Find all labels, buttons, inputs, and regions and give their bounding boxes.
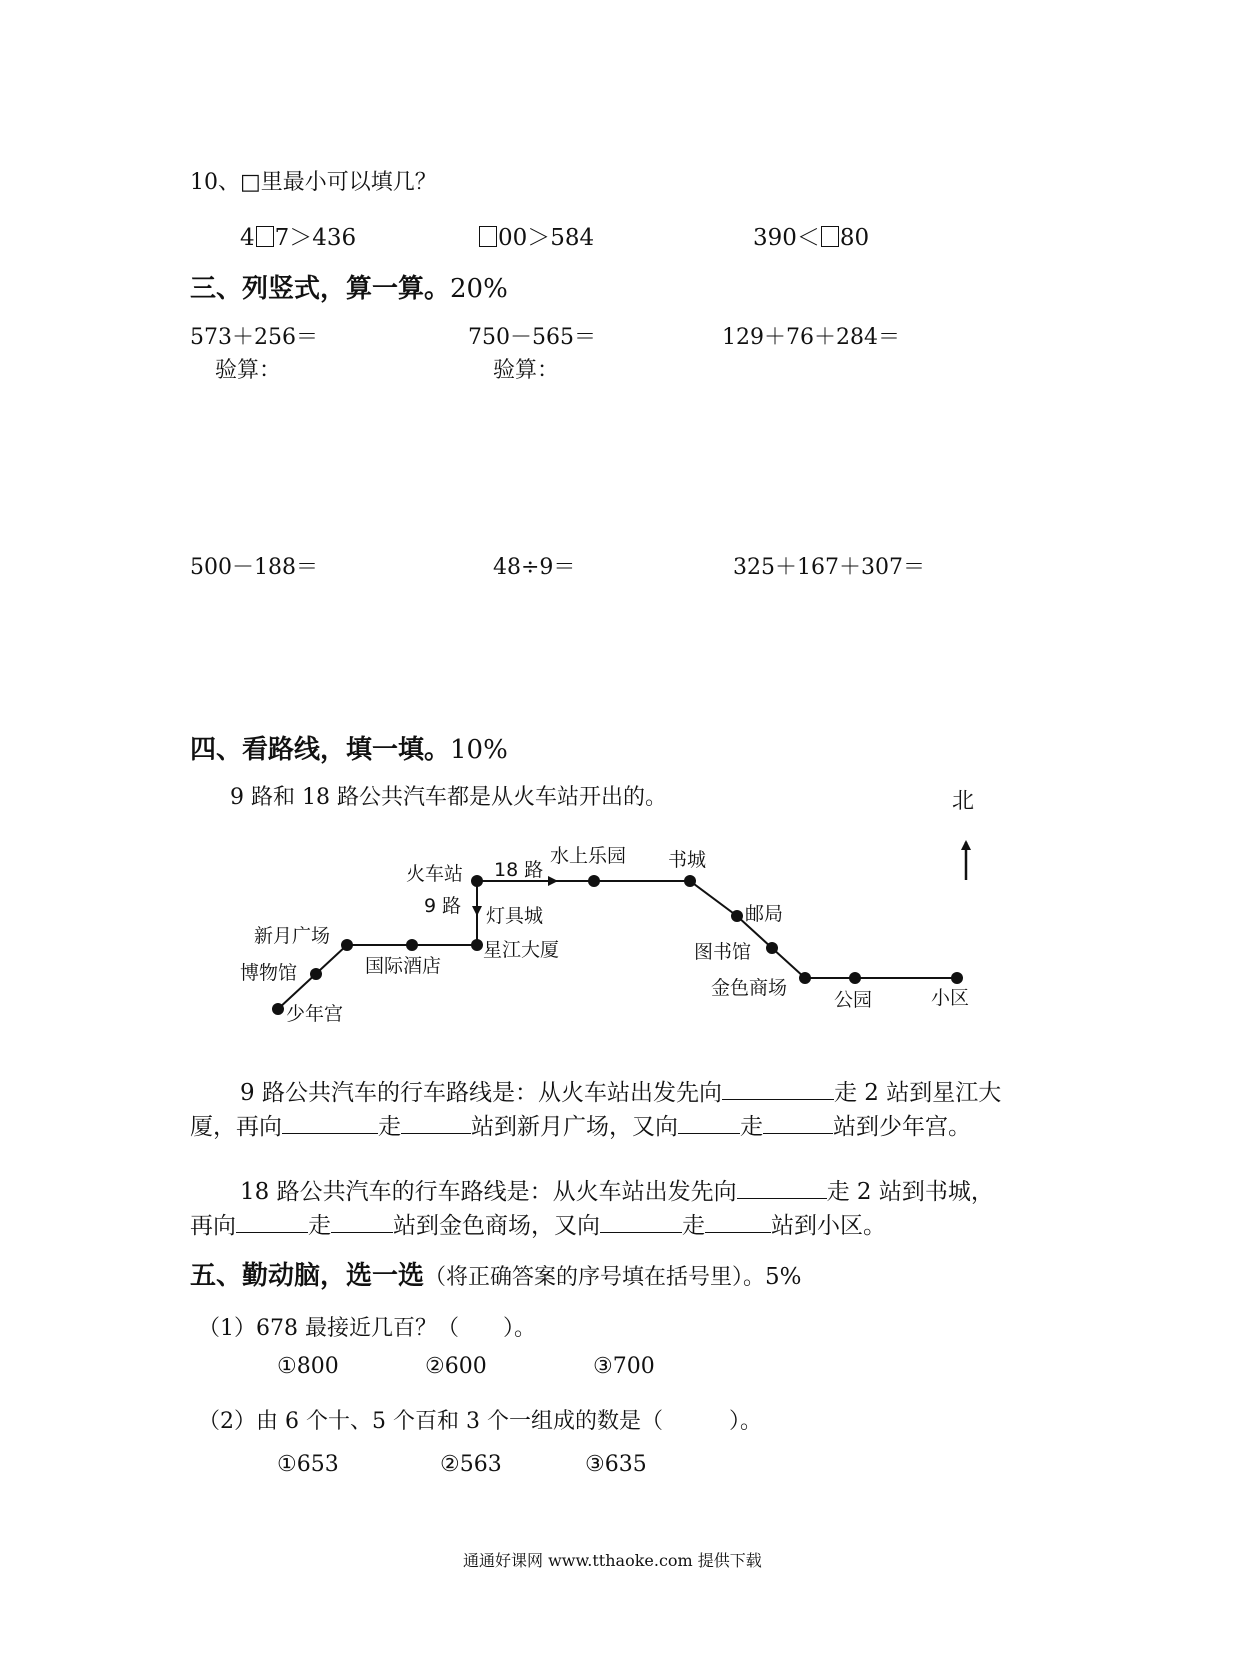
label-library: 图书馆 bbox=[694, 941, 752, 963]
footer-text: 通通好课网 www.tthaoke.com 提供下载 bbox=[463, 1551, 762, 1570]
label-golden-mall: 金色商场 bbox=[711, 977, 788, 999]
q5-2-option-3[interactable]: ③635 bbox=[585, 1452, 647, 1477]
calc-6: 325＋167＋307＝ bbox=[733, 555, 925, 580]
q5-1-text: （1）678 最接近几百？（ ）。 bbox=[198, 1316, 536, 1341]
fill-blank[interactable] bbox=[722, 1098, 834, 1100]
q10-item-2: 00＞584 bbox=[478, 219, 594, 252]
station-dot bbox=[272, 1003, 284, 1015]
station-dot bbox=[766, 942, 778, 954]
section3-heading: 三、列竖式，算一算。20% bbox=[190, 274, 508, 304]
fill-blank[interactable] bbox=[705, 1231, 771, 1233]
fill-blank[interactable] bbox=[763, 1132, 833, 1134]
label-intl-hotel: 国际酒店 bbox=[365, 955, 442, 977]
station-dot bbox=[471, 875, 483, 887]
calc-3: 129＋76＋284＝ bbox=[722, 325, 900, 350]
q5-2-option-2[interactable]: ②563 bbox=[440, 1452, 502, 1477]
q5-1-option-3[interactable]: ③700 bbox=[593, 1354, 655, 1379]
station-dot bbox=[951, 972, 963, 984]
label-xingjiang-tower: 星江大厦 bbox=[483, 939, 560, 961]
q5-1-option-2[interactable]: ②600 bbox=[425, 1354, 487, 1379]
north-label: 北 bbox=[952, 789, 975, 814]
route-18-line bbox=[477, 881, 957, 978]
route9-line1: 9 路公共汽车的行车路线是：从火车站出发先向 走 2 站到星江大 bbox=[240, 1080, 1002, 1106]
section5-heading: 五、勤动脑，选一选（将正确答案的序号填在括号里）。5% bbox=[190, 1261, 802, 1291]
station-dot bbox=[731, 910, 743, 922]
check-label-2: 验算： bbox=[493, 358, 560, 383]
check-label-1: 验算： bbox=[215, 358, 282, 383]
station-dot bbox=[684, 875, 696, 887]
fill-blank[interactable] bbox=[282, 1132, 378, 1134]
fill-blank[interactable] bbox=[678, 1132, 740, 1134]
station-dot bbox=[849, 972, 861, 984]
label-route-9: 9 路 bbox=[424, 895, 462, 917]
label-xinyue-square: 新月广场 bbox=[254, 925, 331, 947]
label-water-park: 水上乐园 bbox=[550, 845, 627, 867]
q10-title: 10、□里最小可以填几？ bbox=[190, 170, 437, 195]
calc-2: 750－565＝ bbox=[468, 325, 596, 350]
label-community: 小区 bbox=[931, 987, 970, 1009]
label-museum: 博物馆 bbox=[240, 962, 298, 984]
q5-2-option-1[interactable]: ①653 bbox=[277, 1452, 339, 1477]
route18-line1: 18 路公共汽车的行车路线是：从火车站出发先向 走 2 站到书城， bbox=[240, 1179, 994, 1205]
station-dot bbox=[471, 939, 483, 951]
station-dot bbox=[310, 968, 322, 980]
q5-2-text: （2）由 6 个十、5 个百和 3 个一组成的数是（ ）。 bbox=[198, 1409, 762, 1434]
section4-heading: 四、看路线，填一填。10% bbox=[190, 735, 508, 765]
label-park: 公园 bbox=[834, 989, 873, 1011]
station-dot bbox=[799, 972, 811, 984]
label-youth-palace: 少年宫 bbox=[286, 1003, 344, 1025]
label-route-18: 18 路 bbox=[494, 859, 544, 881]
label-lamp-city: 灯具城 bbox=[486, 905, 544, 927]
calc-4: 500－188＝ bbox=[190, 555, 318, 580]
fill-blank[interactable] bbox=[236, 1231, 308, 1233]
calc-5: 48÷9＝ bbox=[493, 555, 576, 580]
label-post-office: 邮局 bbox=[745, 903, 784, 925]
label-train-station: 火车站 bbox=[406, 863, 464, 885]
q10-item-1: 4 7＞436 bbox=[240, 225, 357, 251]
fill-blank[interactable] bbox=[737, 1197, 827, 1199]
calc-1: 573＋256＝ bbox=[190, 325, 318, 350]
q5-1-option-1[interactable]: ①800 bbox=[277, 1354, 339, 1379]
section4-intro: 9 路和 18 路公共汽车都是从火车站开出的。 bbox=[230, 785, 667, 810]
fill-blank[interactable] bbox=[600, 1231, 682, 1233]
station-dot bbox=[341, 939, 353, 951]
fill-blank[interactable] bbox=[331, 1231, 393, 1233]
station-dot bbox=[406, 939, 418, 951]
label-book-city: 书城 bbox=[668, 849, 707, 871]
route9-line2: 厦，再向 走 站到新月广场，又向 走 站到少年宫。 bbox=[190, 1114, 971, 1140]
route18-line2: 再向 走 站到金色商场，又向 走 站到小区。 bbox=[190, 1213, 886, 1239]
station-dot bbox=[588, 875, 600, 887]
q10-item-3: 390＜ 80 bbox=[753, 225, 870, 251]
fill-blank[interactable] bbox=[401, 1132, 471, 1134]
